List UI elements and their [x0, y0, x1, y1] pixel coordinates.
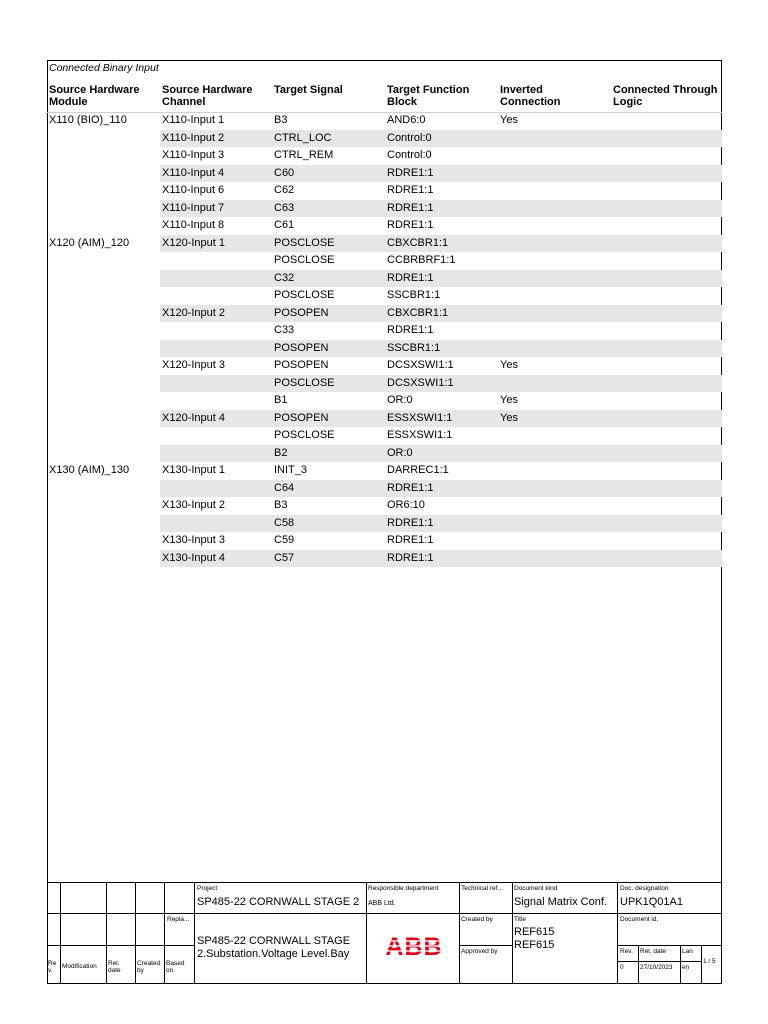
table-cell: X130-Input 3: [162, 534, 225, 546]
table-row: [48, 532, 722, 550]
table-cell: CBXCBR1:1: [387, 236, 449, 249]
table-cell: X110-Input 2: [162, 131, 225, 144]
approved-by-label: Approved by: [461, 948, 498, 955]
table-cell: C32: [274, 271, 295, 284]
table-cell: POSOPEN: [274, 359, 329, 371]
table-row: [48, 462, 722, 480]
title-line-2: REF615: [514, 939, 555, 951]
table-cell: OR:0: [387, 446, 413, 459]
table-row: [48, 182, 722, 200]
table-cell: OR:0: [387, 394, 413, 406]
table-cell: POSOPEN: [274, 306, 329, 319]
table-cell: X120-Input 1: [162, 236, 225, 249]
table-cell: RDRE1:1: [387, 534, 434, 546]
table-row: [48, 270, 722, 288]
title-block-line: [60, 882, 61, 984]
resp-dept-value: ABB Ltd.: [368, 900, 396, 907]
table-row: [48, 340, 722, 358]
table-cell: C57: [274, 551, 295, 564]
column-header-line: Source Hardware: [162, 84, 253, 96]
table-cell: X110-Input 6: [162, 184, 225, 196]
table-cell: POSOPEN: [274, 411, 329, 424]
doc-kind-label: Document kind: [514, 885, 558, 892]
table-cell: X110-Input 8: [162, 219, 225, 231]
created-by-label: Created by: [461, 916, 493, 923]
title-block-line: [617, 945, 722, 946]
column-header: [613, 84, 718, 108]
created-by-column-label: Created by: [137, 960, 161, 974]
column-header: [500, 84, 561, 108]
table-cell: SSCBR1:1: [387, 341, 441, 354]
title-block-line: [194, 882, 195, 984]
table-cell: X130-Input 1: [162, 464, 225, 476]
modification-column-label: Modification: [62, 963, 97, 970]
table-cell: CBXCBR1:1: [387, 306, 449, 319]
column-header: [49, 84, 139, 108]
table-cell: B3: [274, 114, 288, 126]
title-block-line: [459, 945, 512, 946]
table-cell: B1: [274, 394, 288, 406]
table-row: [48, 515, 722, 533]
table-cell: Yes: [500, 411, 518, 424]
table-cell: INIT_3: [274, 464, 308, 476]
title-block-line: [617, 882, 618, 984]
table-cell: X110 (BIO)_110: [49, 114, 127, 126]
table-row: [48, 147, 722, 165]
table-row: [48, 322, 722, 340]
table-cell: RDRE1:1: [387, 201, 434, 214]
title-block-line: [680, 945, 681, 984]
table-cell: CTRL_REM: [274, 149, 334, 161]
table-cell: C58: [274, 516, 295, 529]
table-cell: RDRE1:1: [387, 219, 434, 231]
column-header-line: Logic: [613, 96, 643, 108]
table-row: [48, 305, 722, 323]
column-header-line: Connection: [500, 96, 561, 108]
title-block-line: [617, 961, 701, 962]
title-block-line: [47, 945, 194, 946]
table-cell: RDRE1:1: [387, 481, 434, 494]
table-cell: X130-Input 2: [162, 499, 225, 511]
table-cell: POSCLOSE: [274, 289, 335, 301]
table-cell: C61: [274, 219, 295, 231]
language-label: Lan: [682, 948, 693, 955]
title-block-line: [512, 882, 513, 984]
table-cell: B2: [274, 446, 288, 459]
table-row: [48, 357, 722, 375]
table-cell: X130-Input 4: [162, 551, 225, 564]
table-cell: AND6:0: [387, 114, 426, 126]
column-header: [274, 84, 343, 96]
column-header: [162, 84, 252, 108]
table-cell: X120-Input 3: [162, 359, 225, 371]
abb-logo: [381, 934, 447, 958]
tech-ref-label: Technical ref...: [461, 885, 503, 892]
table-row: [48, 287, 722, 305]
table-row: [48, 445, 722, 463]
table-cell: X110-Input 1: [162, 114, 225, 126]
table-cell: POSOPEN: [274, 341, 329, 354]
table-row: [48, 217, 722, 235]
table-cell: Control:0: [387, 131, 432, 144]
table-cell: POSCLOSE: [274, 236, 335, 249]
page-number: 1 / 5: [703, 958, 716, 965]
table-cell: X110-Input 3: [162, 149, 225, 161]
table-cell: Yes: [500, 114, 518, 126]
table-cell: RDRE1:1: [387, 184, 434, 196]
table-cell: C59: [274, 534, 295, 546]
project-label: Project: [197, 885, 218, 892]
doc-kind-value: Signal Matrix Conf.: [514, 896, 607, 908]
replaces-label: Repla...: [167, 916, 190, 923]
table-cell: X120 (AIM)_120: [49, 236, 130, 249]
doc-id-label: Document id.: [620, 916, 659, 923]
title-line-1: REF615: [514, 926, 555, 938]
table-cell: Yes: [500, 359, 518, 371]
table-cell: C64: [274, 481, 295, 494]
table-row: [48, 480, 722, 498]
column-header-line: Module: [49, 96, 88, 108]
column-header-line: Target Signal: [274, 84, 343, 96]
column-header: [387, 84, 469, 108]
table-cell: Yes: [500, 394, 518, 406]
table-cell: CTRL_LOC: [274, 131, 332, 144]
table-cell: X110-Input 4: [162, 166, 225, 179]
rev-label: Rev.: [620, 948, 633, 955]
rel-date-label: Rel. date: [640, 948, 667, 955]
table-cell: Control:0: [387, 149, 432, 161]
rel-date-column-label: Rel. date: [108, 960, 121, 974]
table-cell: DARREC1:1: [387, 464, 449, 476]
table-row: [48, 130, 722, 148]
table-cell: RDRE1:1: [387, 551, 434, 564]
table-cell: DCSXSWI1:1: [387, 359, 454, 371]
title-block-line: [164, 882, 165, 984]
title-block-line: [701, 945, 702, 984]
table-row: [48, 550, 722, 568]
table-cell: SSCBR1:1: [387, 289, 441, 301]
language-value: en: [682, 964, 690, 971]
column-header-line: Channel: [162, 96, 206, 108]
table-cell: DCSXSWI1:1: [387, 376, 454, 389]
table-cell: X130 (AIM)_130: [49, 464, 130, 476]
section-title: Connected Binary Input: [49, 62, 159, 74]
table-cell: RDRE1:1: [387, 271, 434, 284]
location-line-2: 2.Substation.Voltage Level.Bay: [197, 948, 350, 960]
table-cell: POSCLOSE: [274, 376, 335, 389]
table-row: [48, 497, 722, 515]
title-label: Title: [514, 916, 527, 923]
table-cell: OR6:10: [387, 499, 425, 511]
table-cell: CCBRBRF1:1: [387, 254, 456, 266]
title-block-line: [47, 913, 722, 914]
table-cell: ESSXSWI1:1: [387, 411, 453, 424]
table-cell: C60: [274, 166, 295, 179]
resp-dept-label: Responsible department: [368, 885, 439, 892]
column-header-line: Source Hardware: [49, 84, 140, 96]
title-block-line: [638, 945, 639, 984]
based-on-column-label: Based on: [166, 960, 185, 974]
table-cell: C62: [274, 184, 295, 196]
table-cell: C63: [274, 201, 295, 214]
table-row: [48, 427, 722, 445]
table-cell: RDRE1:1: [387, 166, 434, 179]
table-cell: ESSXSWI1:1: [387, 429, 453, 441]
table-row: [48, 252, 722, 270]
table-row: [48, 165, 722, 183]
doc-designation-label: Doc. designation: [620, 885, 669, 892]
table-cell: POSCLOSE: [274, 254, 335, 266]
column-header-line: Block: [387, 96, 417, 108]
title-block-line: [135, 882, 136, 984]
rev-column-label: Re v.: [48, 960, 57, 974]
table-cell: X120-Input 4: [162, 411, 225, 424]
table-cell: B3: [274, 499, 288, 511]
table-cell: RDRE1:1: [387, 324, 434, 336]
column-header-line: Connected Through: [613, 84, 718, 96]
rev-value: 0: [620, 964, 624, 971]
table-cell: C33: [274, 324, 295, 336]
svg-text:ABB: ABB: [385, 934, 443, 958]
table-cell: X120-Input 2: [162, 306, 225, 319]
table-row: [48, 375, 722, 393]
title-block-line: [366, 882, 367, 984]
title-block-line: [459, 882, 460, 984]
table-row: [48, 235, 722, 253]
table-cell: POSCLOSE: [274, 429, 335, 441]
column-header-line: Inverted: [500, 84, 543, 96]
table-row: [48, 200, 722, 218]
project-value: SP485-22 CORNWALL STAGE 2: [197, 896, 360, 908]
column-header-line: Target Function: [387, 84, 470, 96]
rel-date-value: 27/10/2023: [640, 964, 673, 971]
table-cell: X110-Input 7: [162, 201, 225, 214]
table-row: [48, 410, 722, 428]
doc-designation-value: UPK1Q01A1: [620, 896, 683, 908]
title-block-line: [106, 882, 107, 984]
table-cell: RDRE1:1: [387, 516, 434, 529]
table-row: [48, 112, 722, 130]
table-row: [48, 392, 722, 410]
location-line-1: SP485-22 CORNWALL STAGE: [197, 935, 351, 947]
